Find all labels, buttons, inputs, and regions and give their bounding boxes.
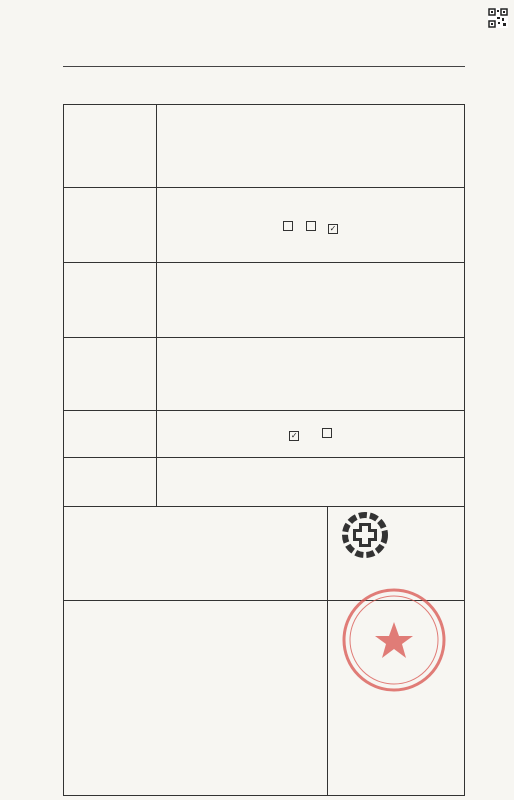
checkbox-fail[interactable]	[322, 428, 332, 438]
option-initial[interactable]	[283, 220, 294, 233]
header-rule	[63, 66, 465, 67]
option-annual[interactable]	[306, 220, 317, 233]
inspection-type-options	[158, 220, 464, 234]
checkbox-pass[interactable]: ✓	[290, 431, 298, 440]
company-logo-icon	[341, 512, 389, 558]
option-fail[interactable]	[322, 427, 333, 440]
qr-code-icon	[488, 8, 508, 28]
checkbox-initial[interactable]	[283, 221, 293, 231]
official-seal-icon	[338, 584, 450, 696]
option-periodic[interactable]	[328, 220, 339, 234]
checkbox-annual[interactable]	[306, 221, 316, 231]
option-pass[interactable]	[289, 427, 300, 441]
checkbox-periodic[interactable]: ✓	[329, 224, 337, 233]
conclusion-options	[158, 427, 464, 441]
